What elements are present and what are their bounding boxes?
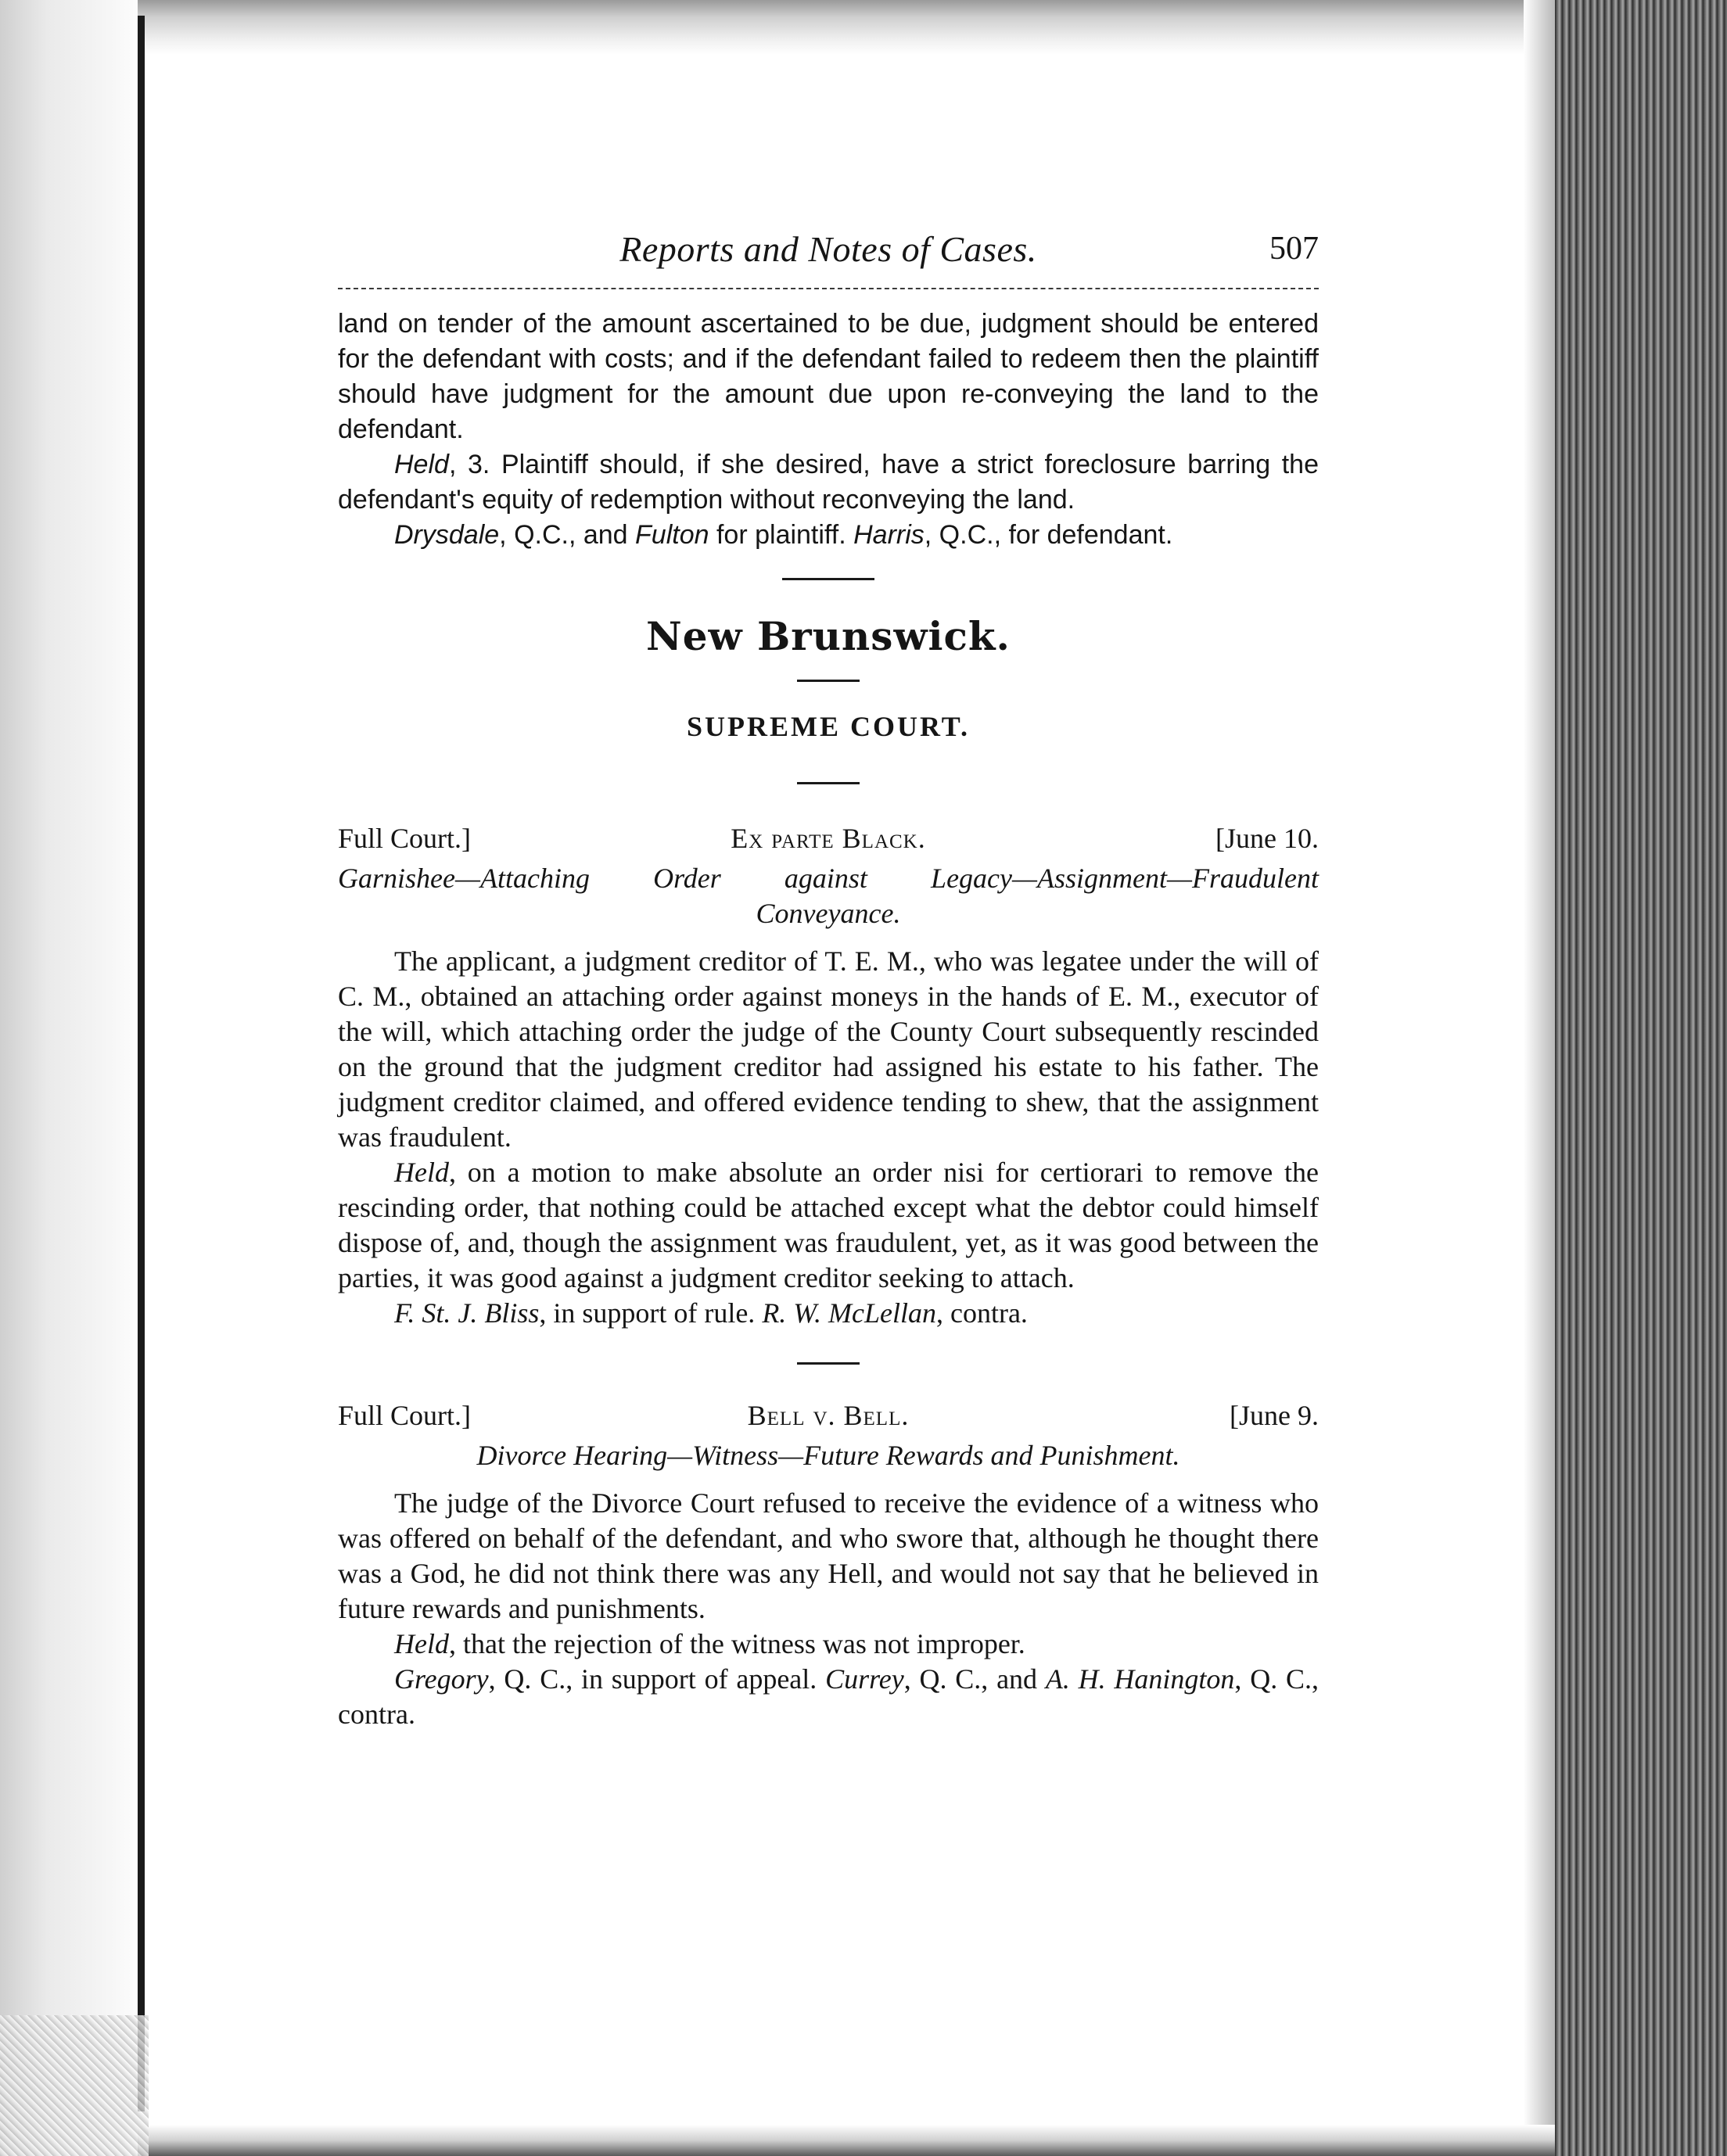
running-title: Reports and Notes of Cases. — [619, 229, 1037, 269]
case-line — [338, 1399, 1319, 1438]
case-name: Ex parte Black. — [731, 823, 926, 854]
counsel-paragraph — [338, 518, 1319, 553]
counsel-text: , in support of rule. — [539, 1297, 763, 1329]
counsel-name: Drysdale — [394, 520, 500, 550]
held-text: , 3. Plaintiff should, if she desired, have a strict foreclosure barring the defendant's equity of redemption without reconveying the land. — [338, 450, 1319, 515]
case-headnote: Garnishee—Attaching Order against Legacy—Assignment—Fraudulent — [338, 863, 1319, 894]
section-title: New Brunswick. — [646, 613, 1011, 659]
counsel-name: R. W. McLellan — [762, 1297, 936, 1329]
case-court: Full Court.] — [338, 1400, 472, 1431]
case-facts: The judge of the Divorce Court refused to receive the evidence of a witness who was offered on behalf of the defendant, and who swore that, although he thought there was a God, he did not think there was any Hell, and would not say that he believed in future rewards and punishments. — [338, 1487, 1319, 1624]
counsel-text: , Q. C., and — [903, 1663, 1046, 1695]
counsel-text: , Q.C., for defendant. — [924, 520, 1173, 550]
held-label: Held — [394, 1157, 449, 1188]
page-number: 507 — [1269, 231, 1319, 267]
case-name: Bell v. Bell. — [747, 1400, 910, 1431]
scan-bottom-left-noise — [0, 2015, 149, 2156]
case-line — [338, 822, 1319, 861]
counsel-name: Gregory — [394, 1663, 489, 1695]
counsel-text: , Q. C., in support of appeal. — [488, 1663, 826, 1695]
counsel-name: Fulton — [635, 520, 709, 550]
scan-right-edge — [1555, 0, 1727, 2156]
counsel-text: , contra. — [935, 1297, 1028, 1329]
held-label: Held — [394, 450, 449, 479]
case-body — [338, 1486, 1319, 1732]
case-date: [June 9. — [1230, 1400, 1319, 1431]
held-label: Held — [394, 1628, 449, 1659]
counsel-text: for plaintiff. — [709, 520, 854, 550]
counsel-paragraph — [338, 1662, 1319, 1732]
scan-spine-line — [138, 16, 145, 2111]
counsel-paragraph — [338, 1296, 1319, 1331]
held-text: , that the rejection of the witness was not improper. — [448, 1628, 1025, 1659]
case-facts: The applicant, a judgment creditor of T. E. M., who was legatee under the will of C. M., obtained an attaching order against moneys in the hands of E. M., executor of the will, which attaching order the judge of the County Court subsequently rescinded on the ground that the judgment creditor had assigned his estate to his father. The judgment creditor claimed, and offered evidence tending to shew, that the assignment was fraudulent. — [338, 945, 1319, 1153]
counsel-text: , Q. C., contra. — [338, 1663, 1319, 1730]
scan-right-fade — [1524, 0, 1555, 2156]
held-text: , on a motion to make absolute an order nisi for certiorari to remove the rescinding order, that nothing could be attached except what the debtor could himself dispose of, and, though the assignment was fraudulent, yet, as it was good between the parties, it was good against a judgment creditor seeking to attach. — [338, 1157, 1319, 1293]
scan-left-margin — [0, 0, 149, 2156]
continuation-block — [338, 307, 1319, 553]
scan-bottom-edge — [138, 2125, 1555, 2156]
case-headnote: Conveyance. — [756, 898, 901, 929]
counsel-name: F. St. J. Bliss — [394, 1297, 540, 1329]
page-content — [338, 228, 1319, 1732]
case-headnote: Divorce Hearing—Witness—Future Rewards and Punishment. — [476, 1440, 1180, 1471]
counsel-name: A. H. Hanington — [1045, 1663, 1235, 1695]
court-title: SUPREME COURT. — [686, 711, 971, 742]
scan-top-edge — [138, 0, 1561, 55]
case-date: [June 10. — [1215, 823, 1319, 854]
counsel-name: Harris — [853, 520, 925, 550]
case-court: Full Court.] — [338, 823, 472, 854]
counsel-text: , Q.C., and — [499, 520, 636, 550]
counsel-name: Currey — [825, 1663, 904, 1695]
case-body — [338, 944, 1319, 1331]
held-paragraph — [338, 1627, 1319, 1662]
header-rule — [338, 288, 1319, 289]
held-paragraph — [338, 447, 1319, 518]
continuation-paragraph: land on tender of the amount ascertained to be due, judgment should be entered for the defendant with costs; and if the defendant failed to redeem then the plaintiff should have judgment for the amount due upon re-conveying the land to the defendant. — [338, 309, 1319, 444]
running-head — [338, 228, 1319, 285]
held-paragraph — [338, 1155, 1319, 1296]
